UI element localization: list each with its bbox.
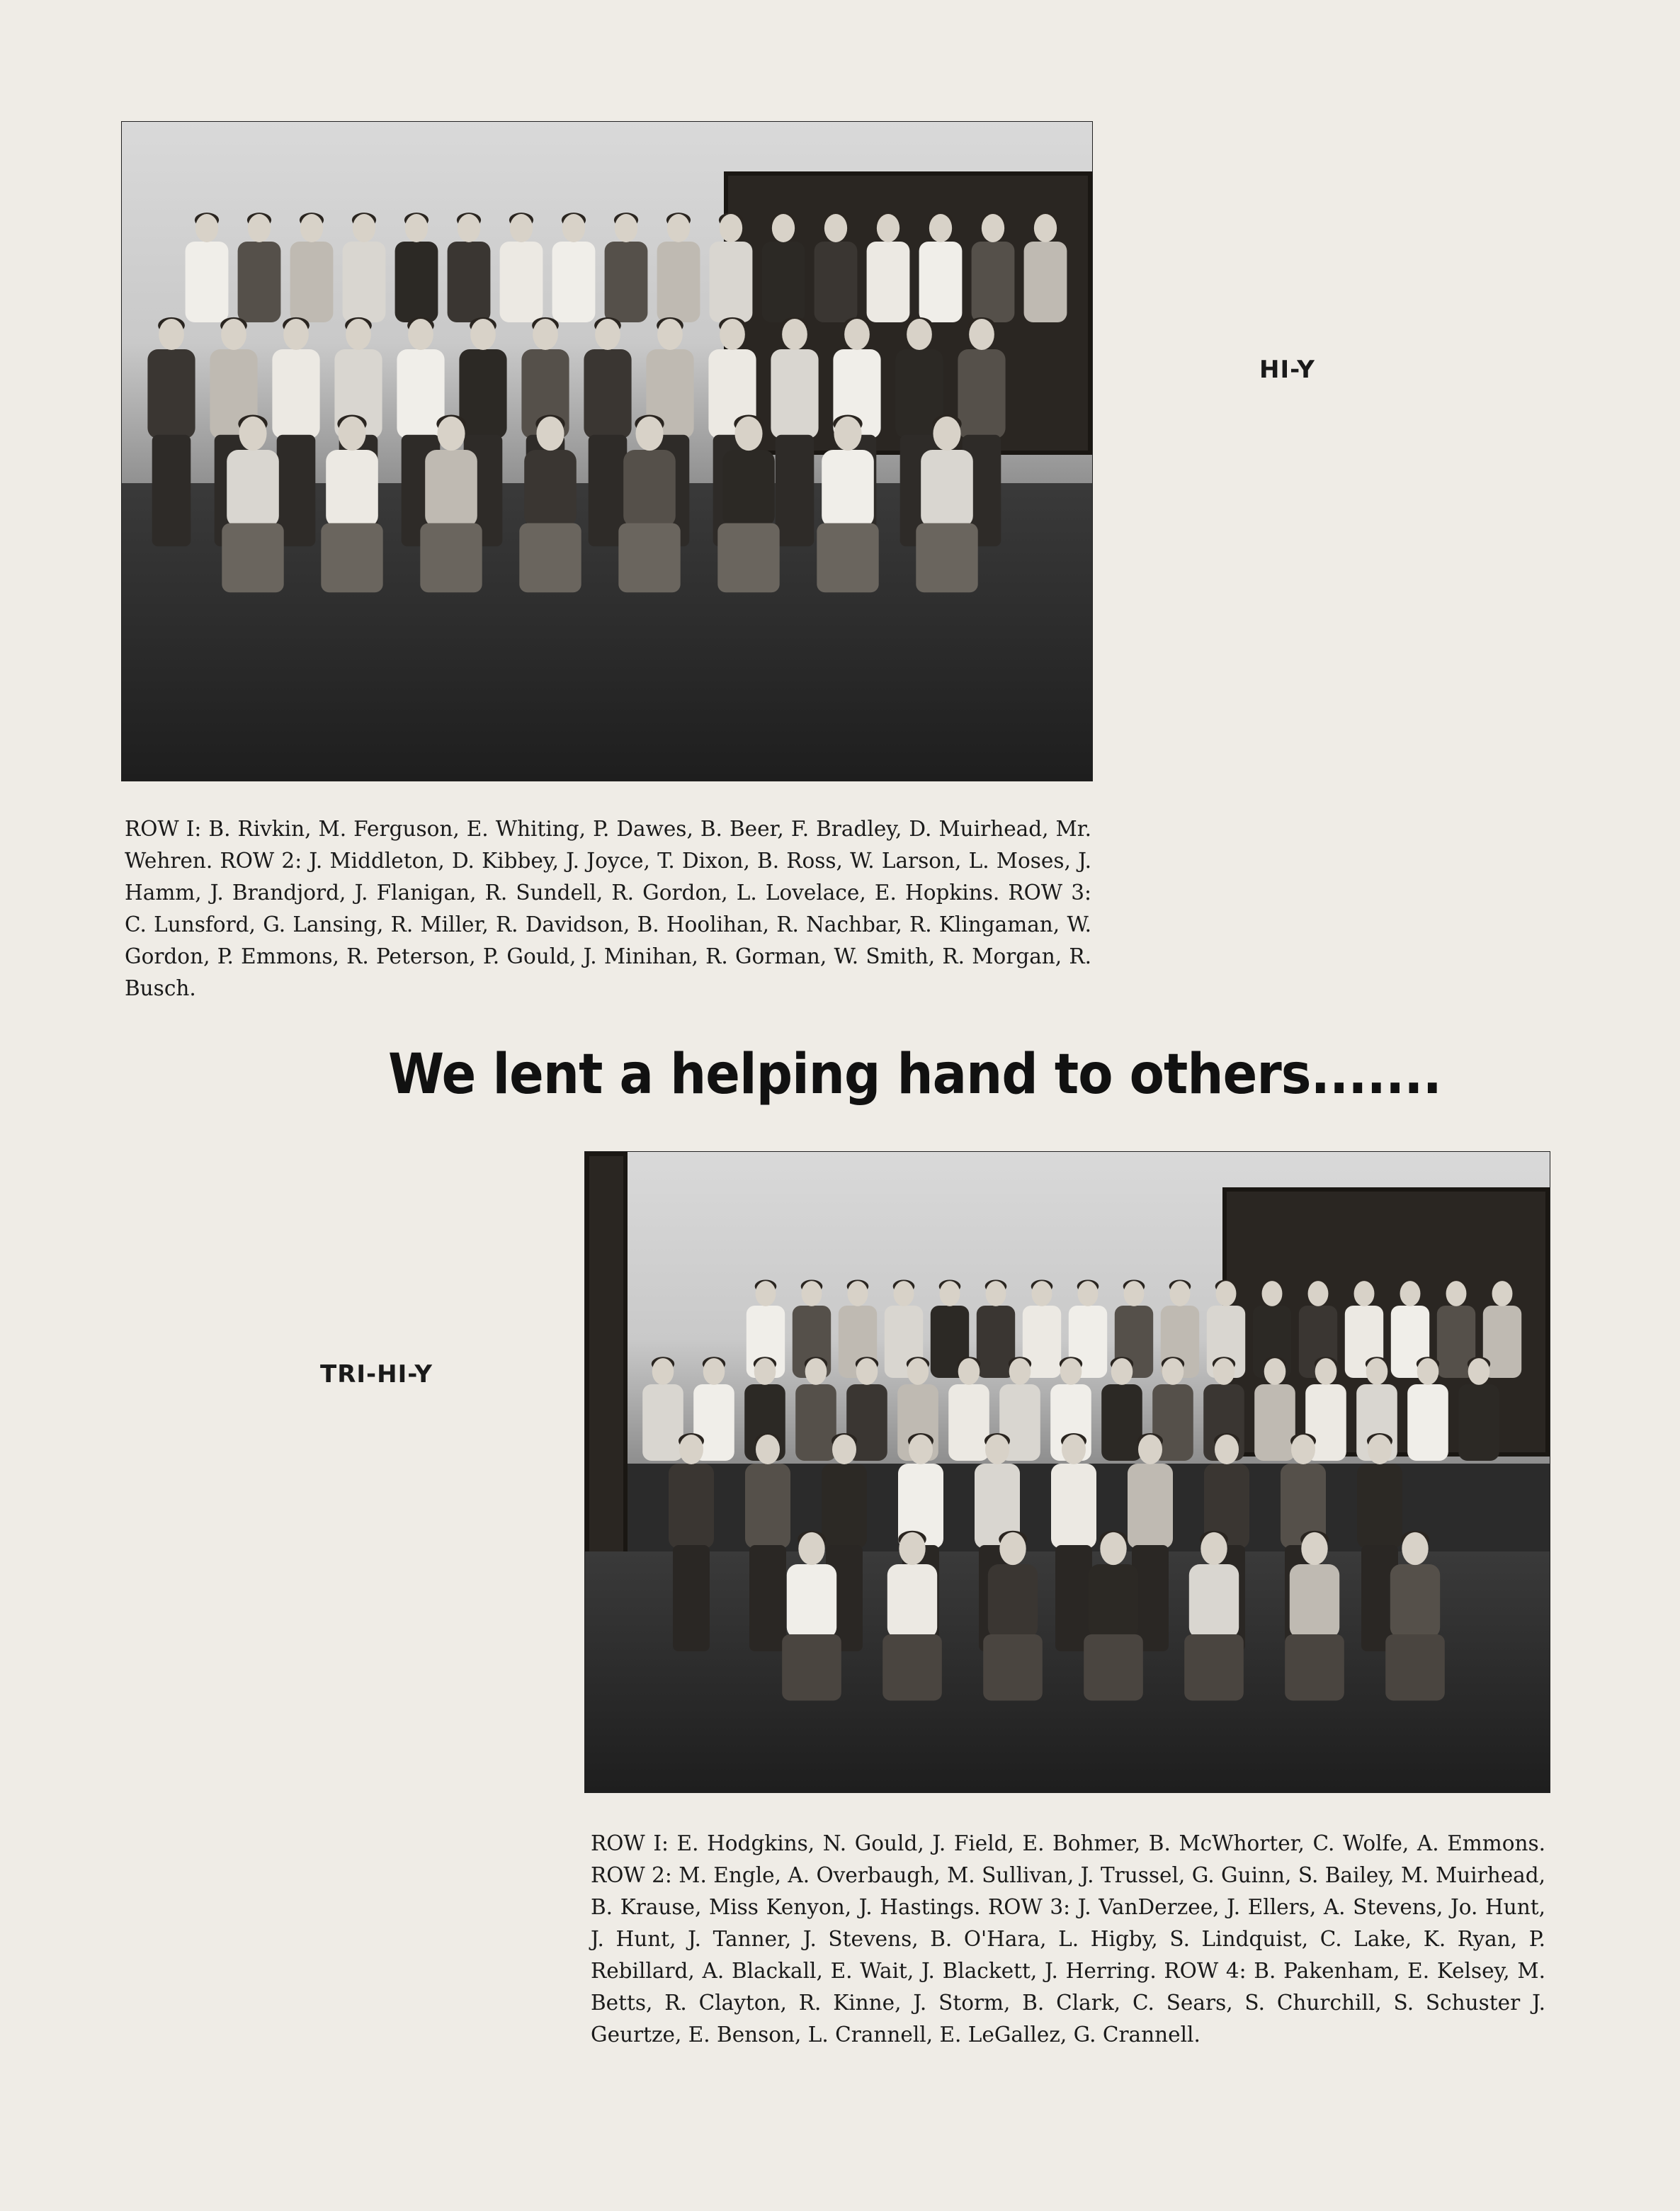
person-figure bbox=[919, 213, 963, 322]
hi-y-group-photo bbox=[122, 122, 1092, 781]
hi-y-caption: ROW I: B. Rivkin, M. Ferguson, E. Whiting, P. Dawes, B. Beer, F. Bradley, D. Muirhead, Mr. Wehren. ROW 2: J. Middleton, D. Kibbey, J. Joyce, T. Dixon, B. Ross, W. Larson, L. Moses, J. Hamm, J. Brandjord, J. Flanigan, R. Sundell, R. Gordon, L. Lovelace, E. Hopkins. ROW 3: C. Lunsford, G. Lansing, R. Miller, R. Davidson, B. Hoolihan, R. Nachbar, R. Klingaman, W. Gordon, P. Emmons, R. Peterson, P. Gould, J. Minihan, R. Gorman, W. Smith, R. Morgan, R. Busch. bbox=[125, 817, 1091, 1000]
person-figure bbox=[552, 213, 596, 322]
page-headline: We lent a helping hand to others....... bbox=[388, 1043, 1441, 1107]
person-figure bbox=[745, 1433, 790, 1651]
person-figure bbox=[815, 213, 858, 322]
person-figure bbox=[710, 213, 753, 322]
tri-hi-y-label: TRI-HI-Y bbox=[320, 1360, 433, 1389]
person-figure bbox=[238, 213, 281, 322]
person-figure bbox=[762, 213, 805, 322]
person-figure bbox=[867, 213, 910, 322]
person-figure bbox=[642, 1357, 683, 1461]
person-figure bbox=[147, 317, 195, 546]
person-figure bbox=[972, 213, 1015, 322]
person-figure bbox=[669, 1433, 714, 1651]
hi-y-label: HI-Y bbox=[1259, 356, 1315, 384]
person-figure bbox=[186, 213, 229, 322]
person-figure bbox=[605, 213, 648, 322]
tri-hi-y-group-photo bbox=[585, 1152, 1550, 1792]
person-figure bbox=[657, 213, 700, 322]
person-figure bbox=[500, 213, 543, 322]
person-figure bbox=[290, 213, 334, 322]
person-figure bbox=[771, 317, 818, 546]
person-figure bbox=[448, 213, 491, 322]
person-figure bbox=[1024, 213, 1067, 322]
tri-hi-y-students-figures bbox=[585, 1152, 1550, 1792]
person-figure bbox=[395, 213, 438, 322]
tri-hi-y-caption: ROW I: E. Hodgkins, N. Gould, J. Field, E. Bohmer, B. McWhorter, C. Wolfe, A. Emmons. ROW 2: M. Engle, A. Overbaugh, M. Sullivan, J. Trussel, G. Guinn, S. Bailey, M. Muirhead, B. Krause, Miss Kenyon, J. Hastings. ROW 3: J. VanDerzee, J. Ellers, A. Stevens, Jo. Hunt, J. Hunt, J. Tanner, J. Stevens, B. O'Hara, L. Higby, S. Lindquist, C. Lake, K. Ryan, P. Rebillard, A. Blackall, E. Wait, J. Blackett, J. Herring. ROW 4: B. Pakenham, E. Kelsey, M. Betts, R. Clayton, R. Kinne, J. Storm, B. Clark, C. Sears, S. Churchill, S. Schuster J. Geurtze, E. Benson, L. Crannell, E. LeGallez, G. Crannell. bbox=[591, 1831, 1545, 2047]
hi-y-students-figures bbox=[122, 122, 1092, 781]
person-figure bbox=[272, 317, 319, 546]
person-figure bbox=[343, 213, 386, 322]
